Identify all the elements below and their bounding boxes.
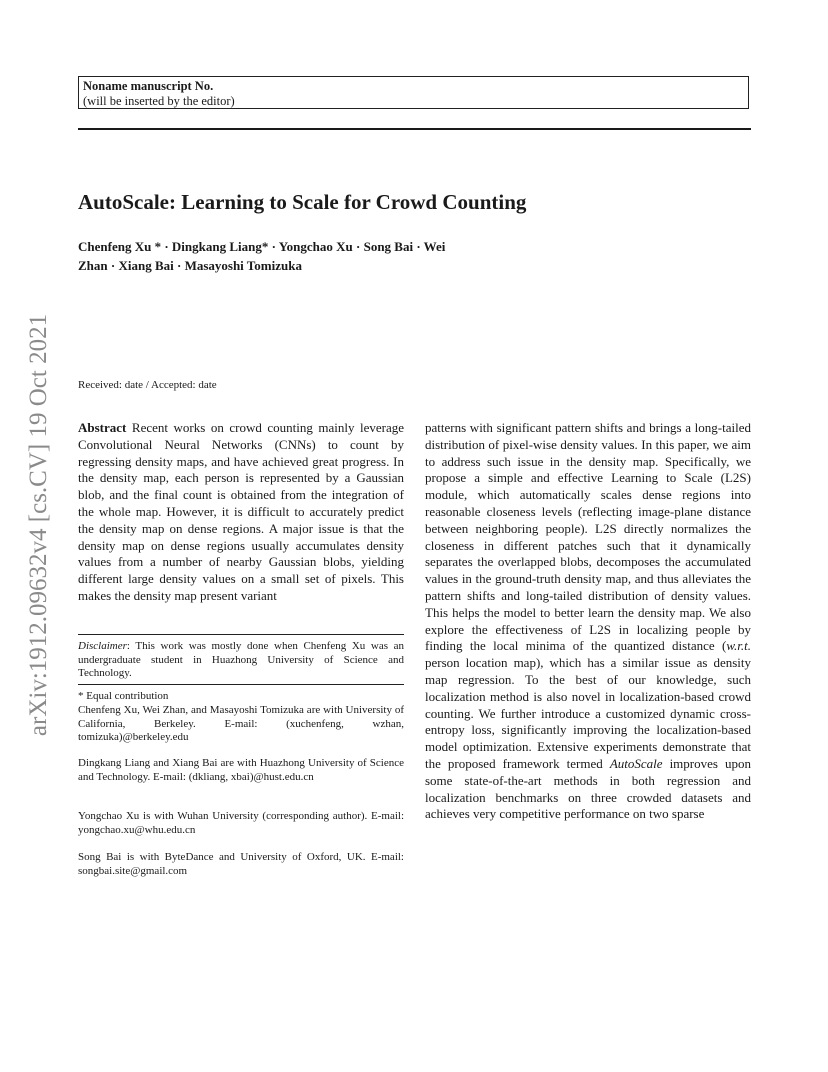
disclaimer-label: Disclaimer	[78, 640, 127, 652]
footnote-rule-2	[78, 684, 404, 685]
abstract-text-right-a: patterns with significant pattern shifts and brings a long-tailed distribution of pixel-wise density values. In this paper, we aim to address such issue in the density map. Specifically, we propose a simple and effective Learning to Scale (L2S) module, which automatically scales dense regions into reasonable closeness levels (reflecting image-plane distance between neighboring people). L2S directly normalizes the closeness in different patches such that it dynamically separates the overlapped blobs, decomposes the accumulated values in the ground-truth density map, and thus alleviates the pattern shifts and long-tailed distribution of density values. This helps the model to better learn the density map. We also explore the effectiveness of L2S in localizing people by finding the local minima of the quantized distance (	[425, 420, 751, 654]
abstract-text-left: Recent works on crowd counting mainly leverage Convolutional Neural Networks (CNNs) to count by regressing density maps, and have achieved great progress. In the density map, each person is represented by a Gaussian blob, and the final count is obtained from the integration of the whole map. However, it is difficult to accurately predict the density map on dense regions. A major issue is that the density map on dense regions usually accumulates density values from a number of nearby Gaussian blobs, yielding different large density values on a small set of pixels. This makes the density map present variant	[78, 420, 405, 603]
arxiv-sidebar	[22, 290, 56, 760]
editor-note: (will be inserted by the editor)	[83, 94, 235, 108]
autoscale-name: AutoScale	[609, 755, 663, 771]
affiliation-footnote-3: Yongchao Xu is with Wuhan University (corresponding author). E-mail: yongchao.xu@whu.edu.cn	[78, 810, 404, 836]
abstract-right-column	[425, 420, 751, 823]
received-dates: Received: date / Accepted: date	[78, 379, 217, 391]
abstract-heading: Abstract	[78, 420, 127, 435]
header-rule	[78, 128, 751, 130]
disclaimer-text: : This work was mostly done when Chenfeng Xu was an undergraduate student in Huazhong University of Science and Technology.	[78, 640, 404, 680]
abstract-text-right-b: person location map), which has a similar issue as density map regression. To the best of our knowledge, such localization method is also novel in localization-based crowd counting. We further introduce a customized dynamic cross-entropy loss, significantly improving the localization-based model optimization. Extensive experiments demonstrate that the proposed framework termed	[425, 655, 751, 771]
footnote-rule	[78, 634, 404, 635]
paper-title: AutoScale: Learning to Scale for Crowd Counting	[78, 190, 527, 214]
wrt-abbrev: w.r.t.	[726, 638, 751, 654]
arxiv-identifier: arXiv:1912.09632v4 [cs.CV] 19 Oct 2021	[25, 313, 53, 737]
author-line-1: Chenfeng Xu * · Dingkang Liang* · Yongchao Xu · Song Bai · Wei	[78, 239, 446, 254]
author-line-2: Zhan · Xiang Bai · Masayoshi Tomizuka	[78, 258, 302, 273]
author-list	[78, 237, 578, 275]
equal-contribution-note: * Equal contribution	[78, 690, 169, 702]
affiliation-footnote-4: Song Bai is with ByteDance and University of Oxford, UK. E-mail: songbai.site@gmail.com	[78, 851, 404, 877]
affiliation-footnote-2: Dingkang Liang and Xiang Bai are with Huazhong University of Science and Technology. E-mail: (dkliang, xbai)@hust.edu.cn	[78, 757, 404, 783]
disclaimer-footnote	[78, 640, 404, 681]
manuscript-number: Noname manuscript No.	[83, 79, 214, 93]
manuscript-box	[78, 76, 749, 109]
affiliation-footnote-1: Chenfeng Xu, Wei Zhan, and Masayoshi Tomizuka are with University of California, Berkeley. E-mail: (xuchenfeng, wzhan, tomizuka)@berkeley.edu	[78, 704, 404, 744]
abstract-text-right-c: improves upon some state-of-the-art methods in both regression and localization benchmarks on three crowded datasets and achieves very competitive performance on two sparse	[425, 755, 751, 822]
abstract-left-column	[78, 420, 404, 605]
